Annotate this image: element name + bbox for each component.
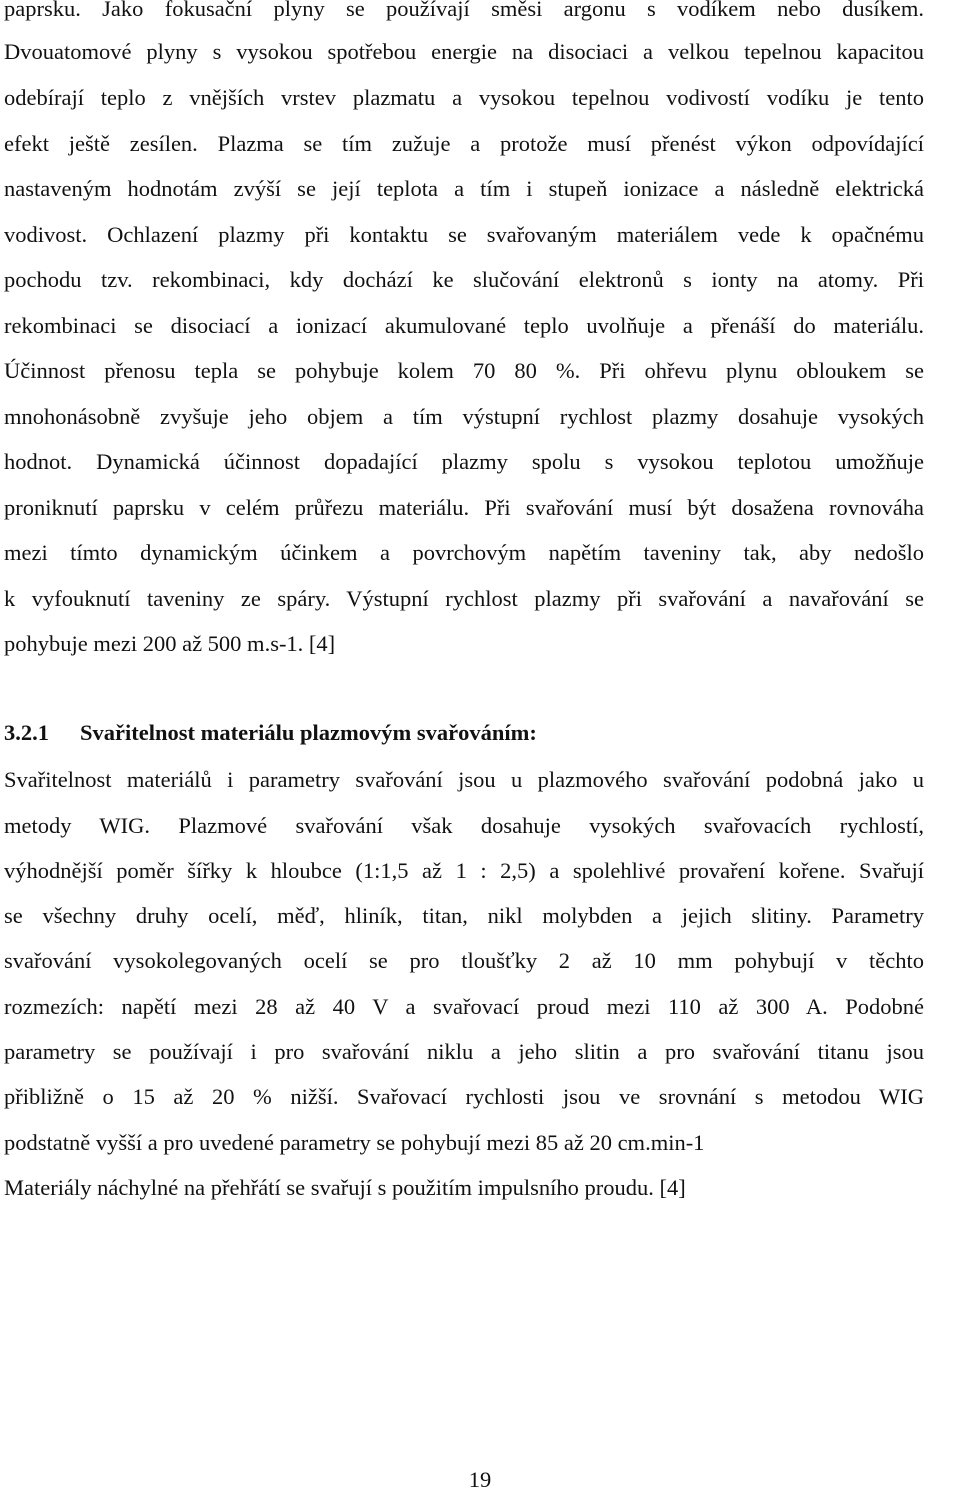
text-line: pohybuje mezi 200 až 500 m.s-1. [4] [4,631,336,656]
text-line: vodivost. Ochlazení plazmy při kontaktu se svařovaným materiálem vede k opačnému [4,222,924,247]
text-line: rozmezích: napětí mezi 28 až 40 V a svařovací proud mezi 110 až 300 A. Podobné [4,994,924,1019]
section-title: Svařitelnost materiálu plazmovým svařováním: [80,720,537,745]
text-line: přibližně o 15 až 20 % nižší. Svařovací rychlosti jsou ve srovnání s metodou WIG [4,1084,924,1109]
page-number: 19 [468,1467,492,1492]
text-line: podstatně vyšší a pro uvedené parametry se pohybují mezi 85 až 20 cm.min-1 [4,1130,705,1155]
text-line: rekombinaci se disociací a ionizací akumulované teplo uvolňuje a přenáší do materiálu. [4,313,924,338]
text-line: mezi tímto dynamickým účinkem a povrchovým napětím taveniny tak, aby nedošlo [4,540,924,565]
text-line: výhodnější poměr šířky k hloubce (1:1,5 až 1 : 2,5) a spolehlivé provaření kořene. Svařují [4,858,924,883]
text-line: Materiály náchylné na přehřátí se svařují s použitím impulsního proudu. [4] [4,1175,686,1200]
text-line: odebírají teplo z vnějších vrstev plazmatu a vysokou tepelnou vodivostí vodíku je tento [4,85,924,110]
section-heading [4,718,537,748]
text-line: parametry se používají i pro svařování niklu a jeho slitin a pro svařování titanu jsou [4,1039,924,1064]
text-line: proniknutí paprsku v celém průřezu materiálu. Při svařování musí být dosažena rovnováha [4,495,924,520]
text-line: metody WIG. Plazmové svařování však dosahuje vysokých svařovacích rychlostí, [4,813,924,838]
text-line: hodnot. Dynamická účinnost dopadající plazmy spolu s vysokou teplotou umožňuje [4,449,924,474]
section-number: 3.2.1 [4,720,49,745]
text-line: Svařitelnost materiálů i parametry svařování jsou u plazmového svařování podobná jako u [4,767,924,792]
text-line: Dvouatomové plyny s vysokou spotřebou energie na disociaci a velkou tepelnou kapacitou [4,39,924,64]
text-line: efekt ještě zesílen. Plazma se tím zužuje a protože musí přenést výkon odpovídající [4,131,924,156]
text-line: se všechny druhy ocelí, měď, hliník, titan, nikl molybden a jejich slitiny. Parametry [4,903,924,928]
text-line: Účinnost přenosu tepla se pohybuje kolem 70 80 %. Při ohřevu plynu obloukem se [4,358,924,383]
text-line: svařování vysokolegovaných ocelí se pro tloušťky 2 až 10 mm pohybují v těchto [4,948,924,973]
text-line: k vyfouknutí taveniny ze spáry. Výstupní rychlost plazmy při svařování a navařování se [4,586,924,611]
text-line: paprsku. Jako fokusační plyny se používají směsi argonu s vodíkem nebo dusíkem. [4,0,924,21]
text-line: mnohonásobně zvyšuje jeho objem a tím výstupní rychlost plazmy dosahuje vysokých [4,404,924,429]
text-line: pochodu tzv. rekombinaci, kdy dochází ke slučování elektronů s ionty na atomy. Při [4,267,924,292]
text-line: nastaveným hodnotám zvýší se její teplota a tím i stupeň ionizace a následně elektrická [4,176,924,201]
